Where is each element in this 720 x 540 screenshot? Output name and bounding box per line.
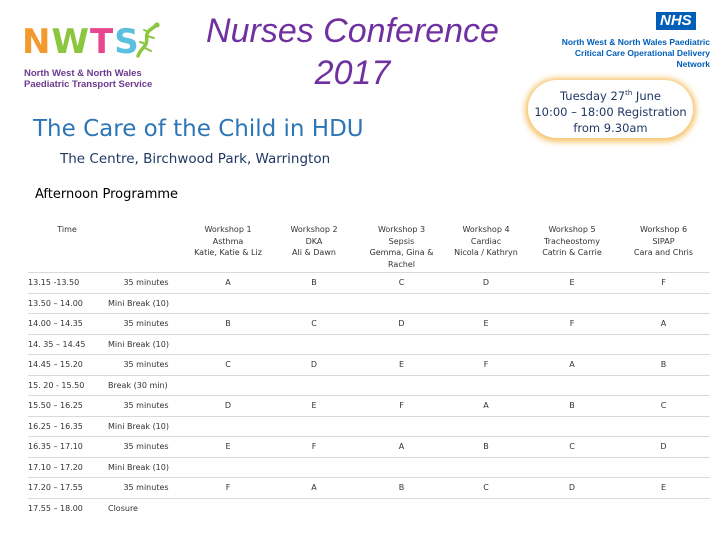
venue: The Centre, Birchwood Park, Warrington — [60, 151, 331, 167]
nhs-network-line2: Critical Care Operational Delivery Network — [574, 48, 710, 69]
workshop-header — [527, 218, 617, 272]
conference-title-year: 2017 — [314, 54, 391, 92]
logo-letter-s: S — [114, 22, 140, 62]
workshop-facilitators: Nicola / Kathryn — [454, 248, 518, 257]
time-cell: 15. 20 - 15.50 — [28, 375, 106, 395]
schedule-table — [28, 218, 710, 518]
break-row — [28, 498, 710, 518]
group-cell: B — [527, 395, 617, 416]
group-cell: B — [445, 436, 527, 457]
time-cell: 13.15 -13.50 — [28, 272, 106, 293]
workshop-header — [445, 218, 527, 272]
break-row — [28, 416, 710, 436]
group-cell: F — [527, 313, 617, 334]
session-row — [28, 436, 710, 457]
workshop-facilitators: Gemma, Gina & — [369, 248, 434, 257]
group-cell: A — [527, 354, 617, 375]
break-row — [28, 375, 710, 395]
group-cell: D — [527, 477, 617, 498]
time-cell: 14.00 – 14.35 — [28, 313, 106, 334]
group-cell: F — [445, 354, 527, 375]
group-cell: E — [358, 354, 445, 375]
workshop-facilitators-cont: Rachel — [388, 259, 415, 269]
workshop-topic: Tracheostomy — [544, 236, 600, 246]
workshop-topic: Cardiac — [470, 236, 502, 246]
duration-cell: 35 minutes — [106, 354, 186, 375]
workshop-number: Workshop 6 — [639, 225, 688, 234]
time-cell: 15.50 – 16.25 — [28, 395, 106, 416]
break-label: Mini Break (10) — [106, 334, 710, 354]
time-line: 10:00 – 18:00 Registration — [534, 104, 687, 119]
workshop-header — [617, 218, 710, 272]
group-cell: C — [527, 436, 617, 457]
workshop-topic: SIPAP — [652, 236, 675, 246]
date-line — [528, 85, 693, 104]
time-cell: 16.25 – 16.35 — [28, 416, 106, 436]
time-cell: 17.55 – 18.00 — [28, 503, 83, 513]
workshop-topic: Sepsis — [388, 236, 415, 246]
workshop-facilitators: Cara and Chris — [633, 248, 694, 257]
logo-letter-t: T — [89, 22, 115, 62]
date-day: Tuesday 27 — [560, 88, 626, 103]
session-row — [28, 395, 710, 416]
workshop-number: Workshop 1 — [204, 225, 252, 234]
group-cell: C — [270, 313, 358, 334]
session-row — [28, 477, 710, 498]
workshop-header — [186, 218, 270, 272]
group-cell: D — [617, 436, 710, 457]
nhs-network-name — [540, 37, 710, 70]
workshop-number: Workshop 4 — [462, 225, 510, 234]
time-header: Time — [28, 218, 106, 272]
group-cell: A — [358, 436, 445, 457]
programme-heading: Afternoon Programme — [35, 187, 179, 202]
logo-letter-w: W — [51, 22, 90, 62]
logo-tagline-line2: Paediatric Transport Service — [24, 79, 153, 90]
group-cell: A — [617, 313, 710, 334]
group-cell: D — [186, 395, 270, 416]
session-row — [28, 354, 710, 375]
time-cell: 13.50 – 14.00 — [28, 293, 106, 313]
registration-line: from 9.30am — [573, 120, 648, 135]
group-cell: B — [358, 477, 445, 498]
duration-cell: 35 minutes — [106, 477, 186, 498]
duration-cell: 35 minutes — [106, 436, 186, 457]
logo-tagline-line1: North West & North Wales — [24, 68, 142, 79]
group-cell: D — [358, 313, 445, 334]
group-cell: A — [186, 272, 270, 293]
event-subtitle: The Care of the Child in HDU — [33, 116, 364, 142]
group-cell: C — [186, 354, 270, 375]
date-badge — [528, 80, 693, 138]
nwts-logo — [22, 20, 172, 100]
group-cell: E — [445, 313, 527, 334]
logo-tagline — [24, 68, 152, 90]
workshop-topic: Asthma — [212, 236, 244, 246]
group-cell: F — [617, 272, 710, 293]
workshop-header — [358, 218, 445, 272]
break-label: Break (30 min) — [106, 375, 710, 395]
time-cell: 17.10 – 17.20 — [28, 457, 106, 477]
date-ordinal: th — [625, 89, 633, 97]
workshop-number: Workshop 3 — [377, 225, 426, 234]
time-cell: 16.35 – 17.10 — [28, 436, 106, 457]
session-row — [28, 272, 710, 293]
nhs-network-line1: North West & North Wales Paediatric — [561, 37, 710, 47]
workshop-facilitators: Catrin & Carrie — [542, 248, 602, 257]
group-cell: A — [445, 395, 527, 416]
conference-title-line1: Nurses Conference — [206, 12, 499, 50]
workshop-header — [270, 218, 358, 272]
logo-letter-n: N — [22, 22, 52, 62]
group-cell: B — [617, 354, 710, 375]
workshop-topic: DKA — [305, 236, 323, 246]
group-cell: E — [527, 272, 617, 293]
duration-cell: 35 minutes — [106, 272, 186, 293]
time-cell: 14. 35 – 14.45 — [28, 334, 106, 354]
nhs-logo: NHS — [656, 12, 696, 30]
group-cell: F — [186, 477, 270, 498]
break-row — [28, 457, 710, 477]
group-cell: D — [445, 272, 527, 293]
group-cell: B — [186, 313, 270, 334]
group-cell: B — [270, 272, 358, 293]
date-month: June — [632, 88, 661, 103]
group-cell: F — [358, 395, 445, 416]
closure-label: Closure — [108, 503, 138, 513]
time-cell: 14.45 – 15.20 — [28, 354, 106, 375]
duration-cell: 35 minutes — [106, 313, 186, 334]
group-cell: E — [617, 477, 710, 498]
workshop-number: Workshop 2 — [290, 225, 338, 234]
group-cell: C — [617, 395, 710, 416]
group-cell: E — [186, 436, 270, 457]
workshop-number: Workshop 5 — [548, 225, 596, 234]
time-cell: 17.20 – 17.55 — [28, 477, 106, 498]
workshop-facilitators: Ali & Dawn — [292, 248, 336, 257]
duration-header — [106, 218, 186, 272]
break-row — [28, 334, 710, 354]
workshop-facilitators: Katie, Katie & Liz — [194, 248, 262, 257]
gecko-icon — [130, 22, 164, 58]
break-row — [28, 293, 710, 313]
group-cell: E — [270, 395, 358, 416]
group-cell: D — [270, 354, 358, 375]
session-row — [28, 313, 710, 334]
break-label: Mini Break (10) — [106, 416, 710, 436]
header-row — [28, 218, 710, 272]
nwts-wordmark — [22, 20, 140, 64]
conference-title — [180, 10, 525, 94]
group-cell: A — [270, 477, 358, 498]
group-cell: C — [445, 477, 527, 498]
break-label: Mini Break (10) — [106, 293, 710, 313]
break-label: Mini Break (10) — [106, 457, 710, 477]
duration-cell: 35 minutes — [106, 395, 186, 416]
group-cell: F — [270, 436, 358, 457]
group-cell: C — [358, 272, 445, 293]
